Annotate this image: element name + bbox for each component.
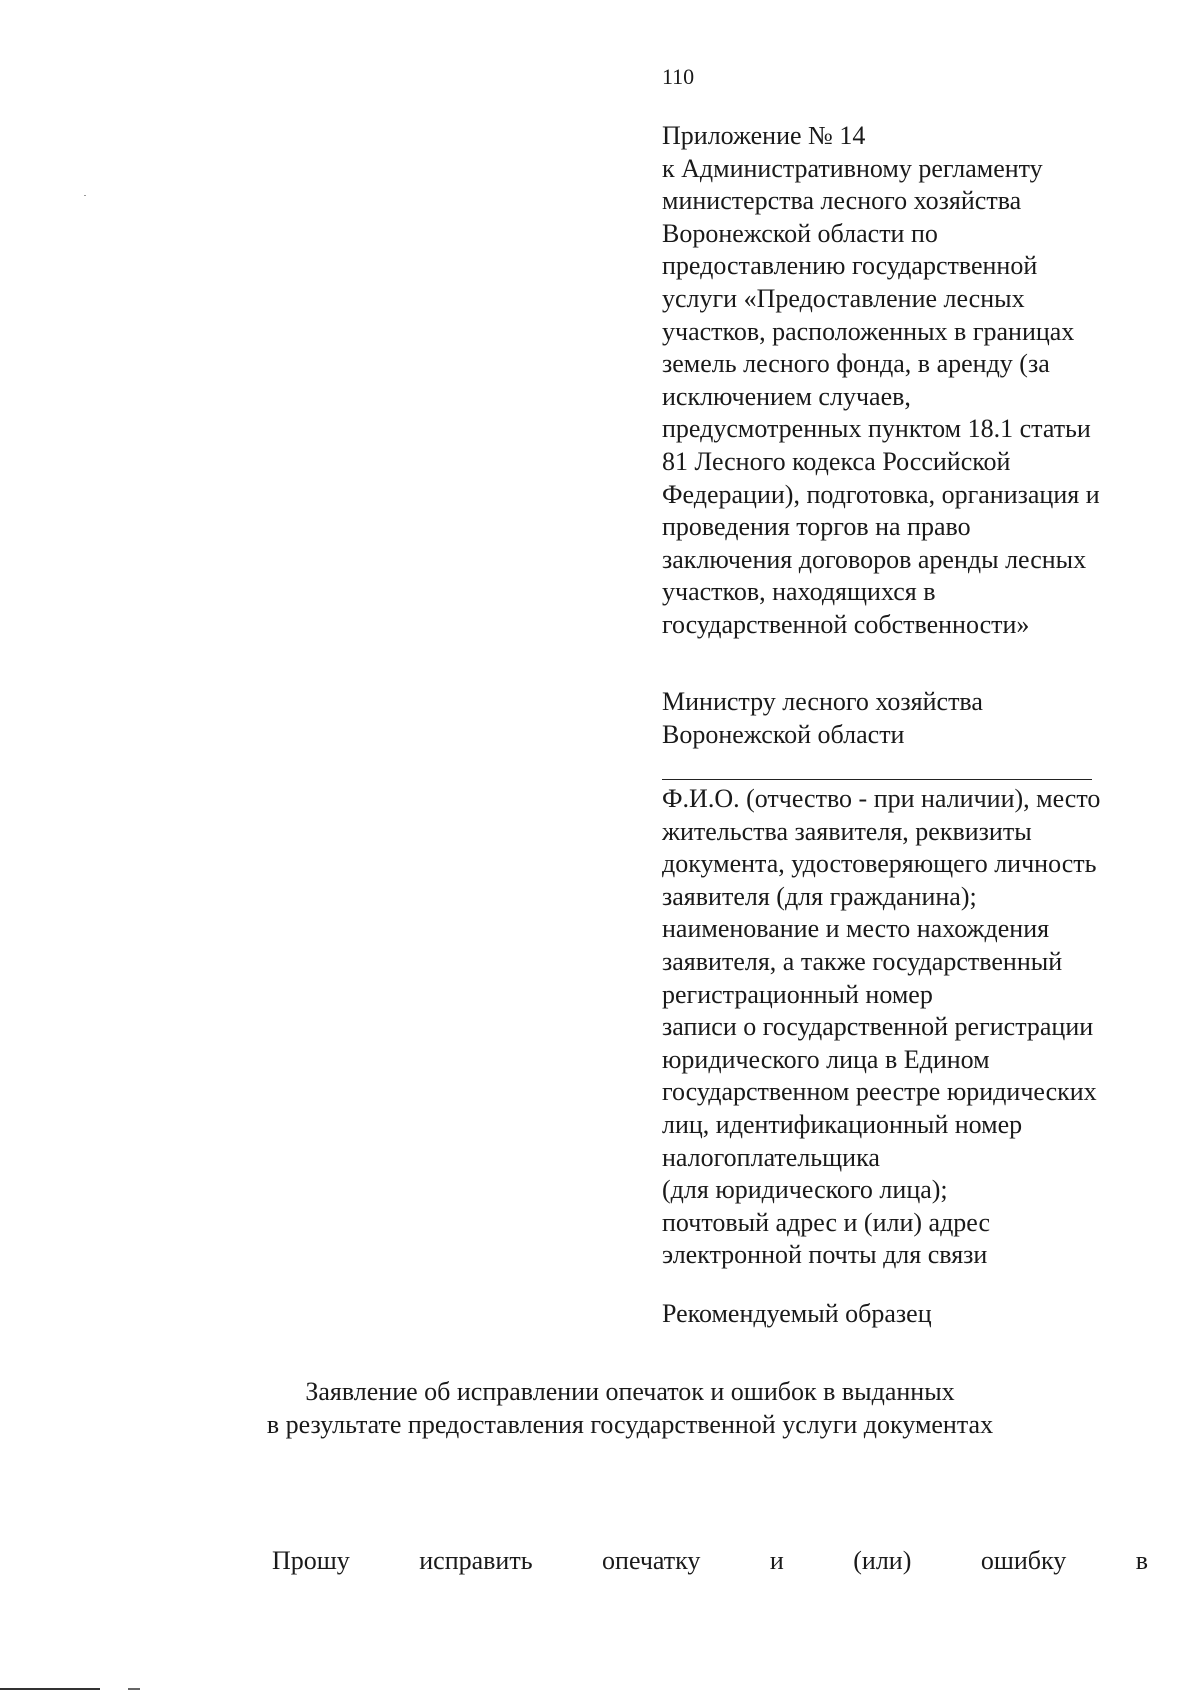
scan-speck — [84, 195, 86, 196]
appendix-line: к Административному регламенту — [662, 153, 1043, 183]
applicant-line: наименование и место нахождения — [662, 914, 1050, 944]
request-word: и — [769, 1546, 784, 1575]
applicant-line: налогоплательщика — [662, 1142, 880, 1172]
page-number: 110 — [662, 64, 695, 89]
appendix-line: министерства лесного хозяйства — [662, 186, 1022, 216]
applicant-line: заявителя, а также государственный — [662, 946, 1063, 976]
appendix-line: услуги «Предоставление лесных — [662, 283, 1025, 313]
appendix-line: проведения торгов на право — [662, 512, 971, 542]
document-title — [200, 1375, 1060, 1441]
applicant-line: (для юридического лица); — [662, 1175, 948, 1205]
appendix-line: предоставлению государственной — [662, 251, 1038, 281]
request-word: Прошу — [272, 1546, 350, 1575]
addressee-line: Министру лесного хозяйства — [662, 687, 983, 716]
addressee-line: Воронежской области — [662, 719, 905, 749]
appendix-line: Приложение № 14 — [662, 121, 866, 150]
appendix-line: предусмотренных пунктом 18.1 статьи — [662, 414, 1091, 444]
recommended-sample-label: Рекомендуемый образец — [662, 1299, 932, 1328]
request-paragraph — [272, 1545, 1148, 1577]
applicant-line: почтовый адрес и (или) адрес — [662, 1207, 991, 1237]
applicant-line: заявителя (для гражданина); — [662, 881, 977, 911]
applicant-line: юридического лица в Едином — [662, 1044, 990, 1074]
appendix-line: участков, находящихся в — [662, 577, 936, 607]
addressee-block — [662, 686, 983, 751]
request-word: исправить — [419, 1546, 533, 1575]
applicant-line: записи о государственной регистрации — [662, 1012, 1094, 1042]
applicant-line: Ф.И.О. (отчество - при наличии), место — [662, 784, 1101, 813]
applicant-line: лиц, идентификационный номер — [662, 1109, 1023, 1139]
applicant-line: государственном реестре юридических — [662, 1077, 1097, 1107]
title-line: в результате предоставления государственной услуги документах — [266, 1410, 994, 1439]
request-word: опечатку — [602, 1546, 701, 1575]
appendix-line: заключения договоров аренды лесных — [662, 544, 1087, 574]
applicant-line: регистрационный номер — [662, 979, 933, 1009]
applicant-line: жительства заявителя, реквизиты — [662, 816, 1032, 846]
bottom-edge-dash — [128, 1688, 140, 1690]
fill-in-line — [662, 779, 1092, 780]
title-line: Заявление об исправлении опечаток и ошибок в выданных — [305, 1377, 955, 1406]
request-word: ошибку — [980, 1546, 1067, 1575]
appendix-line: Воронежской области по — [662, 218, 938, 248]
request-word: (или) — [853, 1546, 912, 1575]
request-word: в — [1135, 1546, 1148, 1575]
appendix-header — [662, 120, 1100, 642]
applicant-line: электронной почты для связи — [662, 1240, 988, 1270]
appendix-line: исключением случаев, — [662, 381, 911, 411]
applicant-details-block — [662, 783, 1100, 1272]
bottom-edge-line — [0, 1688, 100, 1690]
appendix-line: участков, расположенных в границах — [662, 316, 1075, 346]
appendix-line: 81 Лесного кодекса Российской — [662, 446, 1011, 476]
applicant-line: документа, удостоверяющего личность — [662, 849, 1097, 879]
appendix-line: государственной собственности» — [662, 609, 1030, 639]
appendix-line: Федерации), подготовка, организация и — [662, 479, 1100, 509]
appendix-line: земель лесного фонда, в аренду (за — [662, 349, 1050, 379]
